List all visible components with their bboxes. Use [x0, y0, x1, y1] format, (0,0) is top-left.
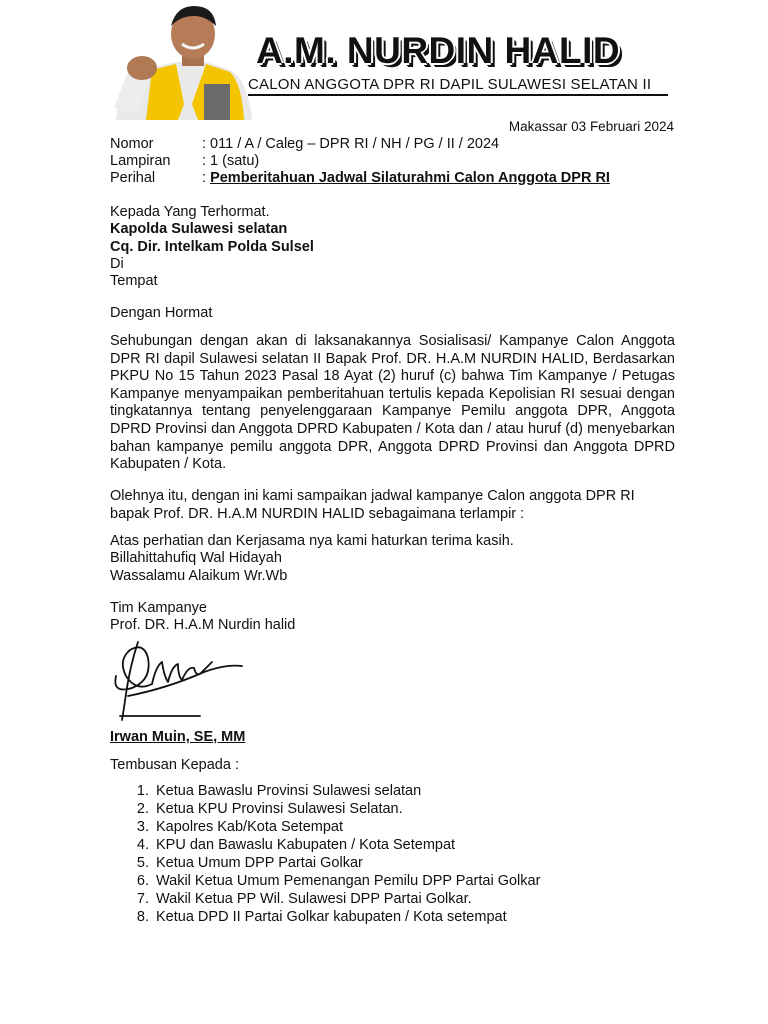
signatory-block — [110, 600, 675, 635]
meta-subject: Pemberitahuan Jadwal Silaturahmi Calon Anggota DPR RI — [210, 170, 610, 186]
recipient-line: Tempat — [110, 273, 158, 290]
list-number: 5. — [136, 855, 149, 871]
meta-nomor — [110, 136, 610, 153]
list-text: Ketua KPU Provinsi Sulawesi Selatan. — [156, 801, 403, 817]
closing-line: Atas perhatian dan Kerjasama nya kami haturkan terima kasih. — [110, 533, 514, 549]
opening — [110, 305, 675, 322]
signatory-candidate: Prof. DR. H.A.M Nurdin halid — [110, 617, 296, 634]
list-item — [110, 818, 540, 836]
list-number: 3. — [136, 819, 149, 835]
paragraph-text: Sehubungan dengan akan di laksanakannya Sosialisasi/ Kampanye Calon Anggota DPR RI dapil Sulawesi selatan II Bapak Prof. DR. H.A.M NURDIN HALID, Berdasarkan PKPU No 15 Tahun 2023 Pasal 18 Ayat (2) huruf (c) bahwa Tim Kampanye / Petugas Kampanye menyampaikan pemberitahuan tertulis kepada Kepolisian RI sesuai dengan tingkatannya tentang penyelenggaraan Kampanye Pemilu anggota DPR, Anggota DPRD Provinsi dan Anggota DPRD Kabupaten / Kota dan / atau huruf (d) menyebarkan bahan kampanye pemilu anggota DPR, Anggota DPRD Provinsi dan Anggota DPRD Kabupaten / Kota. — [110, 333, 675, 473]
meta-label: Perihal — [110, 170, 156, 186]
candidate-subtitle: CALON ANGGOTA DPR RI DAPIL SULAWESI SELATAN II — [248, 76, 652, 93]
closing-line: Billahittahufiq Wal Hidayah — [110, 550, 282, 567]
meta-perihal — [110, 170, 610, 187]
letter-meta — [110, 136, 610, 187]
list-text: Wakil Ketua Umum Pemenangan Pemilu DPP Partai Golkar — [156, 873, 541, 889]
meta-label: Nomor — [110, 136, 154, 152]
cc-title: Tembusan Kepada : — [110, 757, 239, 773]
paragraph-1 — [110, 333, 675, 474]
closing-line: Wassalamu Alaikum Wr.Wb — [110, 567, 288, 584]
list-item — [110, 800, 540, 818]
place-date: Makassar 03 Februari 2024 — [508, 119, 674, 134]
meta-prefix: : — [202, 170, 211, 186]
list-number: 6. — [136, 873, 149, 889]
list-item — [110, 872, 540, 890]
paragraph-text: Olehnya itu, dengan ini kami sampaikan jadwal kampanye Calon anggota DPR RI bapak Prof. DR. H.A.M NURDIN HALID sebagaimana terlampir : — [110, 488, 635, 522]
recipient-block — [110, 204, 675, 290]
recipient-line: Di — [110, 255, 124, 272]
list-number: 4. — [136, 837, 149, 853]
header-rule — [248, 94, 668, 96]
list-text: KPU dan Bawaslu Kabupaten / Kota Setempat — [156, 837, 456, 853]
list-text: Wakil Ketua PP Wil. Sulawesi DPP Partai Golkar. — [156, 891, 472, 907]
closing-block — [110, 533, 675, 585]
recipient-line: Kapolda Sulawesi selatan — [110, 221, 288, 238]
meta-value: : 1 (satu) — [202, 153, 260, 169]
candidate-photo — [106, 4, 254, 120]
list-number: 1. — [136, 783, 149, 799]
list-number: 7. — [136, 891, 149, 907]
signatory-team: Tim Kampanye — [110, 600, 207, 616]
list-number: 8. — [136, 909, 149, 925]
handwritten-signature — [108, 636, 248, 728]
recipient-greeting: Kepada Yang Terhormat. — [110, 204, 270, 220]
meta-lampiran — [110, 153, 610, 170]
list-number: 2. — [136, 801, 149, 817]
list-text: Ketua DPD II Partai Golkar kabupaten / Kota setempat — [156, 909, 507, 925]
cc-list — [110, 782, 540, 926]
list-item — [110, 890, 540, 908]
recipient-line: Cq. Dir. Intelkam Polda Sulsel — [110, 238, 314, 255]
candidate-name: A.M. NURDIN HALID — [256, 30, 621, 71]
list-item — [110, 854, 540, 872]
opening-text: Dengan Hormat — [110, 305, 213, 321]
meta-value: : 011 / A / Caleg – DPR RI / NH / PG / II / 2024 — [202, 136, 500, 152]
signatory-name-block — [110, 729, 675, 746]
list-item — [110, 782, 540, 800]
signatory-name: Irwan Muin, SE, MM — [110, 729, 246, 745]
list-text: Ketua Bawaslu Provinsi Sulawesi selatan — [156, 783, 422, 799]
list-item — [110, 836, 540, 854]
list-text: Ketua Umum DPP Partai Golkar — [156, 855, 363, 871]
cc-title-block — [110, 757, 675, 774]
paragraph-2 — [110, 487, 675, 523]
meta-label: Lampiran — [110, 153, 171, 169]
list-text: Kapolres Kab/Kota Setempat — [156, 819, 344, 835]
list-item — [110, 908, 540, 926]
